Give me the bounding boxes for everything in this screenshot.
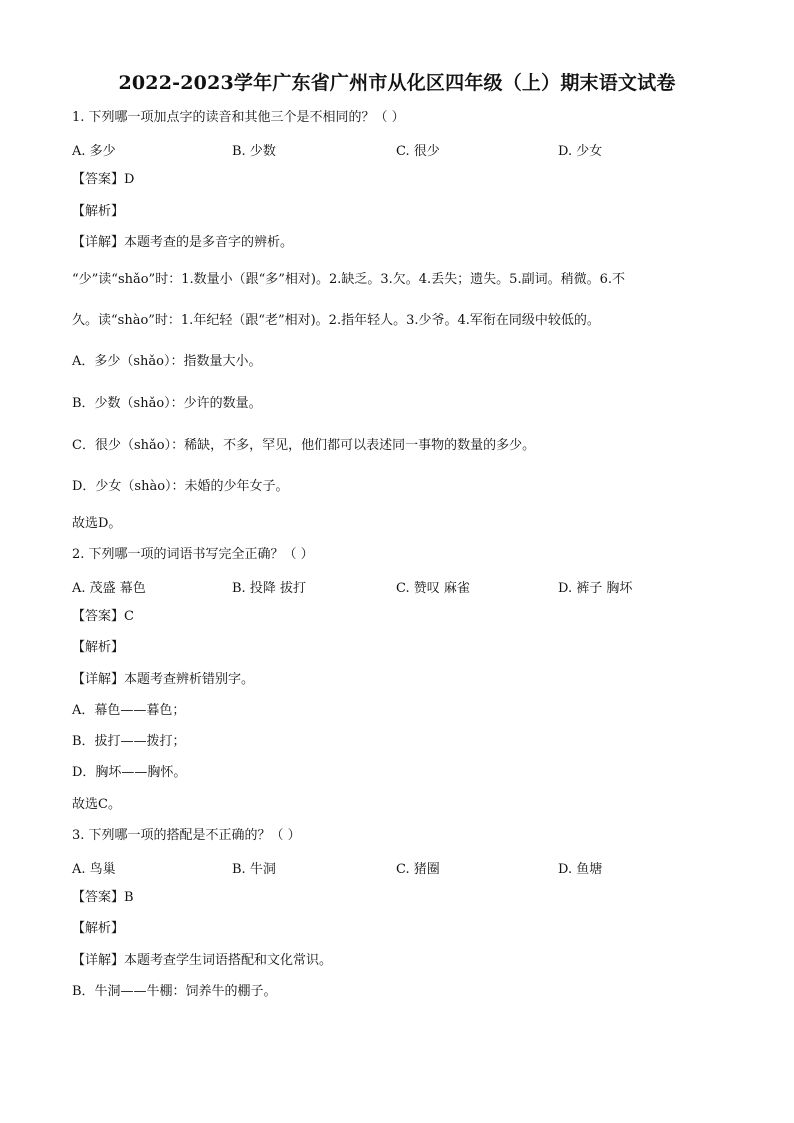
detail-1: 【详解】本题考查的是多音字的辨析。 <box>72 235 294 250</box>
option-c: C. 猪圈 <box>396 862 440 877</box>
detail-2: 【详解】本题考查辨析错别字。 <box>72 672 255 687</box>
question-1-options <box>72 140 732 158</box>
question-3-options <box>72 858 732 876</box>
option-b: B. 少数 <box>232 144 276 159</box>
option-b: B. 牛洞 <box>232 862 276 877</box>
page-title: 2022-2023学年广东省广州市从化区四年级（上）期末语文试卷 <box>118 72 676 94</box>
option-d: D. 少女 <box>558 144 603 159</box>
detail-3: 【详解】本题考查学生词语搭配和文化常识。 <box>72 953 333 968</box>
explain-1-line-2: 久。读“shào”时：1.年纪轻（跟“老”相对)。2.指年轻人。3.少爷。4.军衔在同级中较低的。 <box>72 313 600 328</box>
explain-3-b: B．牛洞——牛棚：饲养牛的棚子。 <box>72 984 277 999</box>
option-b: B. 投降 拔打 <box>232 581 306 596</box>
option-d: D. 鱼塘 <box>558 862 603 877</box>
option-c: C. 很少 <box>396 144 440 159</box>
answer-2: 【答案】C <box>72 609 134 624</box>
explain-1-d: D．少女（shào）：未婚的少年女子。 <box>72 479 289 494</box>
option-d: D. 裤子 胸坏 <box>558 581 633 596</box>
question-2: 2. 下列哪一项的词语书写完全正确？（ ） <box>72 547 314 562</box>
option-a: A. 鸟巢 <box>72 862 116 877</box>
explain-1-b: B．少数（shǎo）：少许的数量。 <box>72 396 262 411</box>
conclusion-2: 故选C。 <box>72 797 121 812</box>
option-a: A. 茂盛 幕色 <box>72 581 146 596</box>
answer-3: 【答案】B <box>72 890 134 905</box>
conclusion-1: 故选D。 <box>72 516 122 531</box>
explain-1-line-1: “少”读“shǎo”时：1.数量小（跟“多”相对)。2.缺乏。3.欠。4.丢失；遗失。5.副词。稍微。6.不 <box>72 272 625 287</box>
question-1: 1. 下列哪一项加点字的读音和其他三个是不相同的？（ ） <box>72 110 405 125</box>
explain-1-c: C．很少（shǎo）：稀缺，不多，罕见，他们都可以表述同一事物的数量的多少。 <box>72 438 536 453</box>
explain-1-a: A．多少（shǎo）：指数量大小。 <box>72 354 262 369</box>
analysis-label-2: 【解析】 <box>72 640 125 655</box>
analysis-label-1: 【解析】 <box>72 204 125 219</box>
option-a: A. 多少 <box>72 144 116 159</box>
explain-2-a: A．幕色——暮色； <box>72 703 186 718</box>
question-3: 3. 下列哪一项的搭配是不正确的？（ ） <box>72 828 301 843</box>
explain-2-b: B．拔打——拨打； <box>72 734 186 749</box>
option-c: C. 赞叹 麻雀 <box>396 581 470 596</box>
analysis-label-3: 【解析】 <box>72 921 125 936</box>
explain-2-d: D．胸坏——胸怀。 <box>72 765 187 780</box>
question-2-options <box>72 577 732 595</box>
answer-1: 【答案】D <box>72 172 135 187</box>
